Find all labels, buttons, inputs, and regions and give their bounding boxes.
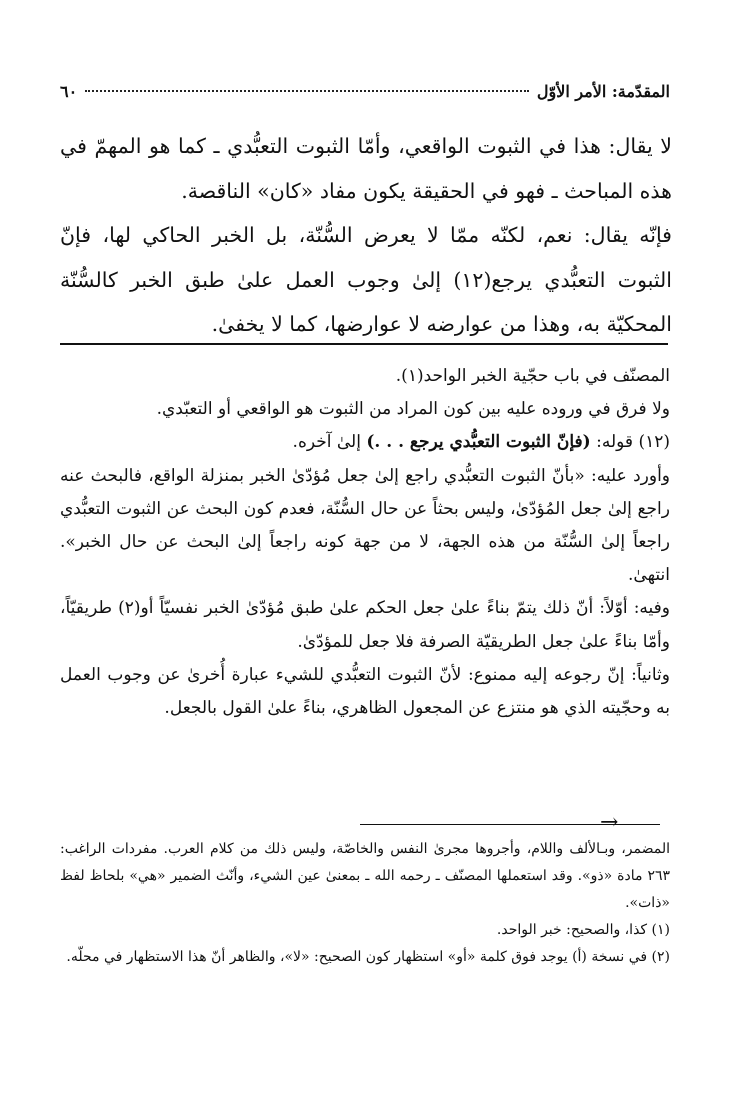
footnote-continued: المضمر، وبـالألف واللام، وأجروها مجرىٰ النفس والخاصّة، وليس ذلك من كلام العرب. مفردات الراغب: ٢٦٣ مادة «ذو». وقد استعملها المصنّف ـ رحمه الله ـ بمعنىٰ عين الشيء، وأنّث الضمير «هي» بلحاظ لفظ «ذات». <box>60 841 670 911</box>
main-paragraph-2: فإنّه يقال: نعم، لكنّه ممّا لا يعرض السُّنّة، بل الخبر الحاكي لها، فإنّ الثبوت التعبُّدي يرجع(١٢) إلىٰ وجوب العمل علىٰ طبق الخبر كالسُّنّة المحكيّة به، وهذا من عوارضه لا عوارضها، كما لا يخفىٰ. <box>60 223 672 336</box>
footnote-1: (١) كذا، والصحيح: خبر الواحد. <box>496 922 670 938</box>
commentary-paragraph-3 <box>60 426 670 459</box>
footnote-2: (٢) في نسخة (أ) يوجد فوق كلمة «أو» استظهار كون الصحيح: «لا»، والظاهر أنّ هذا الاستظهار في محلّه. <box>66 949 670 965</box>
header-leader-dots <box>85 90 529 92</box>
commentary-text <box>60 360 670 725</box>
main-text <box>60 124 672 347</box>
running-title: المقدّمة: الأمر الأوّل <box>536 82 670 101</box>
commentary-paragraph-1: المصنّف في باب حجّية الخبر الواحد(١). <box>395 366 670 386</box>
running-header <box>60 82 670 108</box>
footnote-rule <box>360 824 660 825</box>
main-paragraph-1: لا يقال: هذا في الثبوت الواقعي، وأمّا الثبوت التعبُّدي ـ كما هو المهمّ في هذه المباحث ـ فهو في الحقيقة يكون مفاد «كان» الناقصة. <box>60 134 672 203</box>
commentary-quote-rest: إلىٰ آخره. <box>292 432 367 453</box>
commentary-paragraph-2: ولا فرق في وروده عليه بين كون المراد من الثبوت هو الواقعي أو التعبّدي. <box>156 399 670 420</box>
footnotes <box>60 836 670 971</box>
commentary-paragraph-5: وفيه: أوّلاً: أنّ ذلك يتمّ بناءً علىٰ جعل الحكم علىٰ طبق مُؤدّىٰ الخبر نفسيّاً أو(٢) طريقيّاً، وأمّا بناءً علىٰ جعل الطريقيّة الصرفة فلا جعل للمؤدّىٰ. <box>60 598 671 652</box>
page-number: ٦٠ <box>60 82 78 101</box>
commentary-quote: (فإنّ الثبوت التعبُّدي يرجع . . .) <box>366 432 591 453</box>
separator-rule <box>60 343 668 345</box>
commentary-paragraph-4: وأورد عليه: «بأنّ الثبوت التعبُّدي راجع إلىٰ جعل مُؤدّىٰ الخبر بمنزلة الواقع، فالبحث عنه راجع إلىٰ جعل المُؤدّىٰ، وليس بحثاً عن حال السُّنّة، فعدم كون البحث عن الثبوت التعبُّدي راجعاً إلىٰ السُّنّة من هذه الجهة، لا من جهة كونه راجعاً إلىٰ البحث عن حال الخبر». انتهىٰ. <box>60 465 670 586</box>
commentary-note-number: (١٢) قوله: <box>590 432 670 453</box>
continuation-arrow-icon: → <box>600 810 619 835</box>
commentary-paragraph-6: وثانياً: إنّ رجوعه إليه ممنوع: لأنّ الثبوت التعبُّدي للشيء عبارة أُخرىٰ عن وجوب العمل به وحجّيته الذي هو منتزع عن المجعول الظاهري، بناءً علىٰ القول بالجعل. <box>60 664 670 719</box>
